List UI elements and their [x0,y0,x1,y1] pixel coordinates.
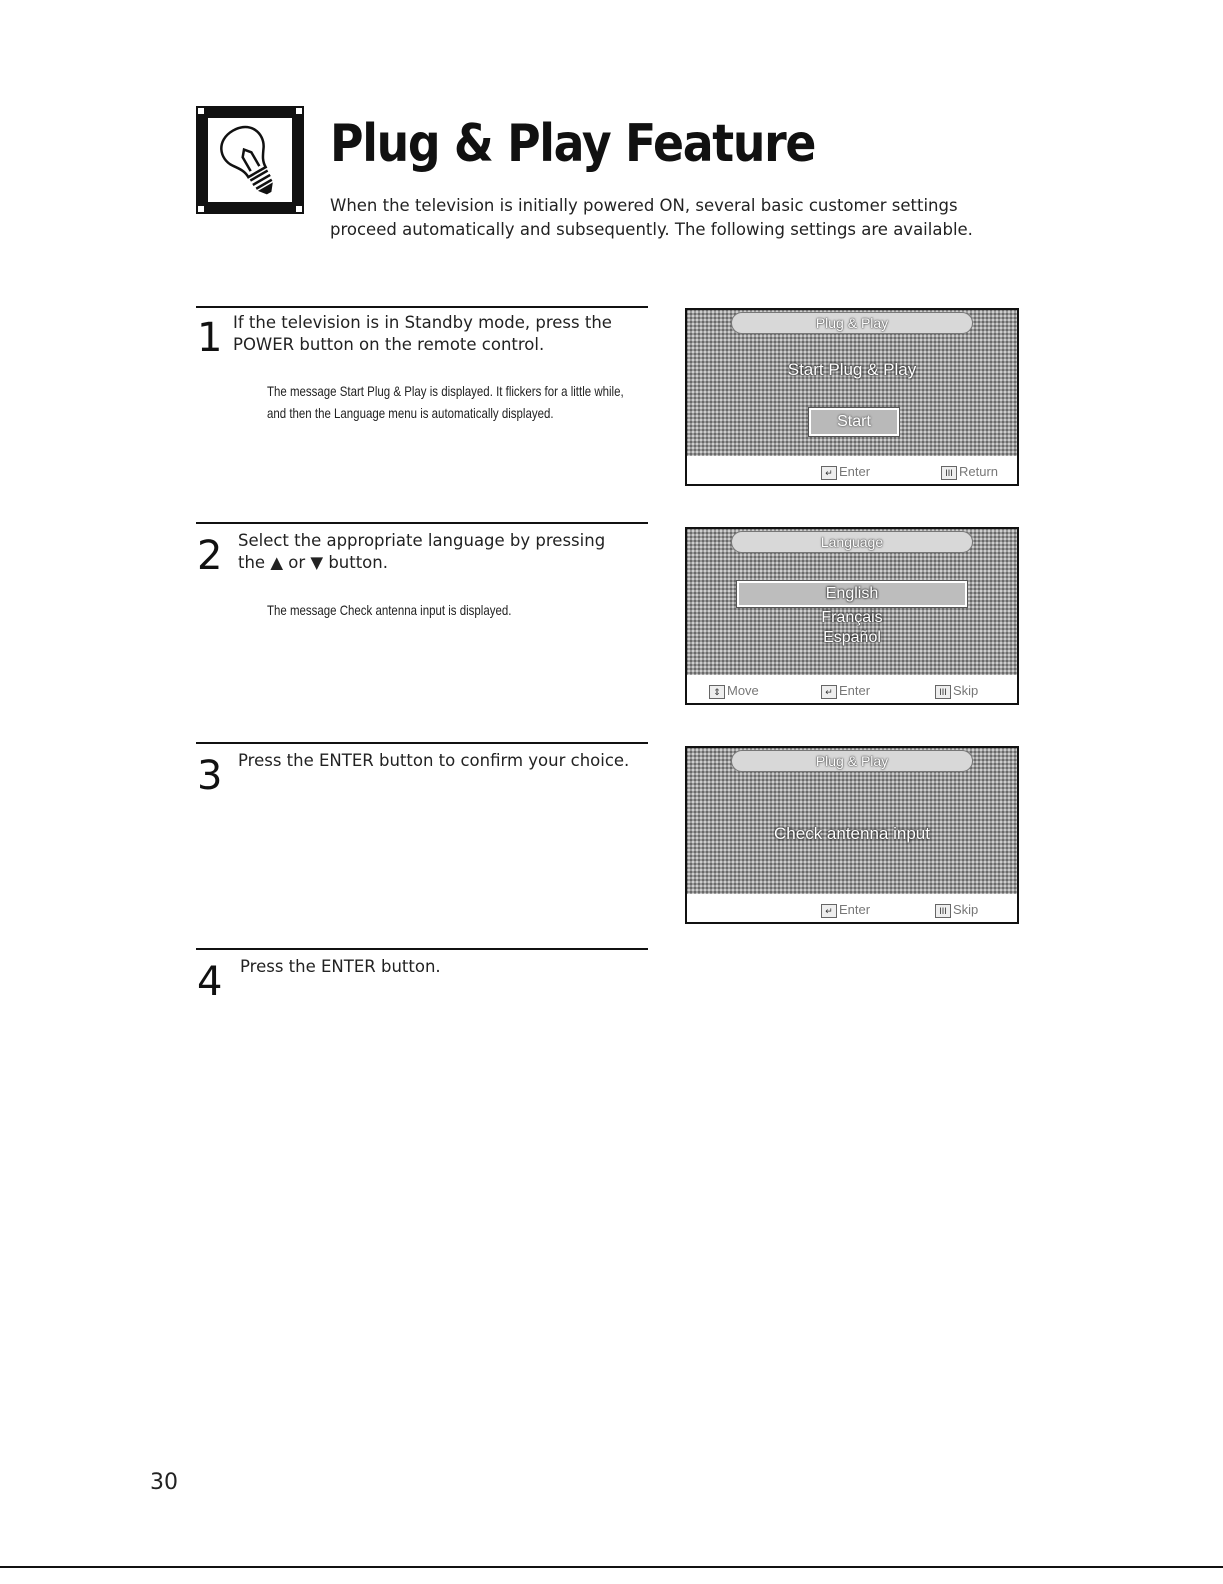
tv-screen-check-antenna [685,746,1019,924]
return-icon: III [941,466,957,480]
step-divider [196,522,648,524]
step-divider [196,948,648,950]
step-text: Select the appropriate language by pressing the ▲ or ▼ button. [238,531,606,572]
osd-panel [687,748,1017,894]
tv-screen-language [685,527,1019,705]
start-button[interactable]: Start [809,408,899,436]
skip-icon: III [935,904,951,918]
osd-panel [687,310,1017,456]
lightbulb-icon-box [196,106,304,214]
step-note: The message Check antenna input is displayed. [267,602,512,618]
footer-enter [821,902,870,918]
footer-label: Return [959,464,999,480]
enter-icon: ↵ [821,685,837,699]
footer-enter [821,683,870,699]
step-text: Press the ENTER button to confirm your choice. [238,751,630,770]
footer-return [941,464,998,480]
footer-label: Skip [953,902,979,918]
step-number: 2 [197,533,223,579]
language-option[interactable]: Français [821,609,883,626]
osd-panel [687,529,1017,675]
footer-skip [935,683,978,699]
lightbulb-icon [208,118,292,202]
language-option-selected[interactable]: English [737,581,967,607]
page-title: Plug & Play Feature [330,114,816,174]
move-icon: ⇕ [709,685,725,699]
step-number: 4 [197,959,223,1005]
footer-label: Skip [953,683,979,699]
intro-paragraph: When the television is initially powered ON, several basic customer settings proceed automatically and subsequently. The following settings are available. [330,196,973,239]
osd-message: Start Plug & Play [787,360,917,379]
osd-title-tab: Plug & Play [731,750,973,772]
step-divider [196,306,648,308]
footer-label: Move [727,683,759,699]
step-note: The message Start Plug & Play is displayed. It flickers for a little while, and then the Language menu is automatically displayed. [267,383,624,421]
step-number: 1 [197,315,223,361]
osd-message: Check antenna input [774,824,930,843]
footer-skip [935,902,978,918]
language-option[interactable]: Español [823,629,881,646]
footer-label: Enter [839,902,871,918]
enter-icon: ↵ [821,904,837,918]
enter-icon: ↵ [821,466,837,480]
step-divider [196,742,648,744]
step-text: Press the ENTER button. [240,957,441,976]
footer-label: Enter [839,683,871,699]
tv-screen-start-plug-play [685,308,1019,486]
osd-title-tab: Language [731,531,973,553]
footer-enter [821,464,870,480]
skip-icon: III [935,685,951,699]
bottom-border [0,1566,1223,1568]
step-text: If the television is in Standby mode, press the POWER button on the remote control. [233,313,612,354]
step-number: 3 [197,753,223,799]
footer-move [709,683,759,699]
footer-label: Enter [839,464,871,480]
page-number: 30 [150,1470,178,1495]
osd-title-tab: Plug & Play [731,312,973,334]
